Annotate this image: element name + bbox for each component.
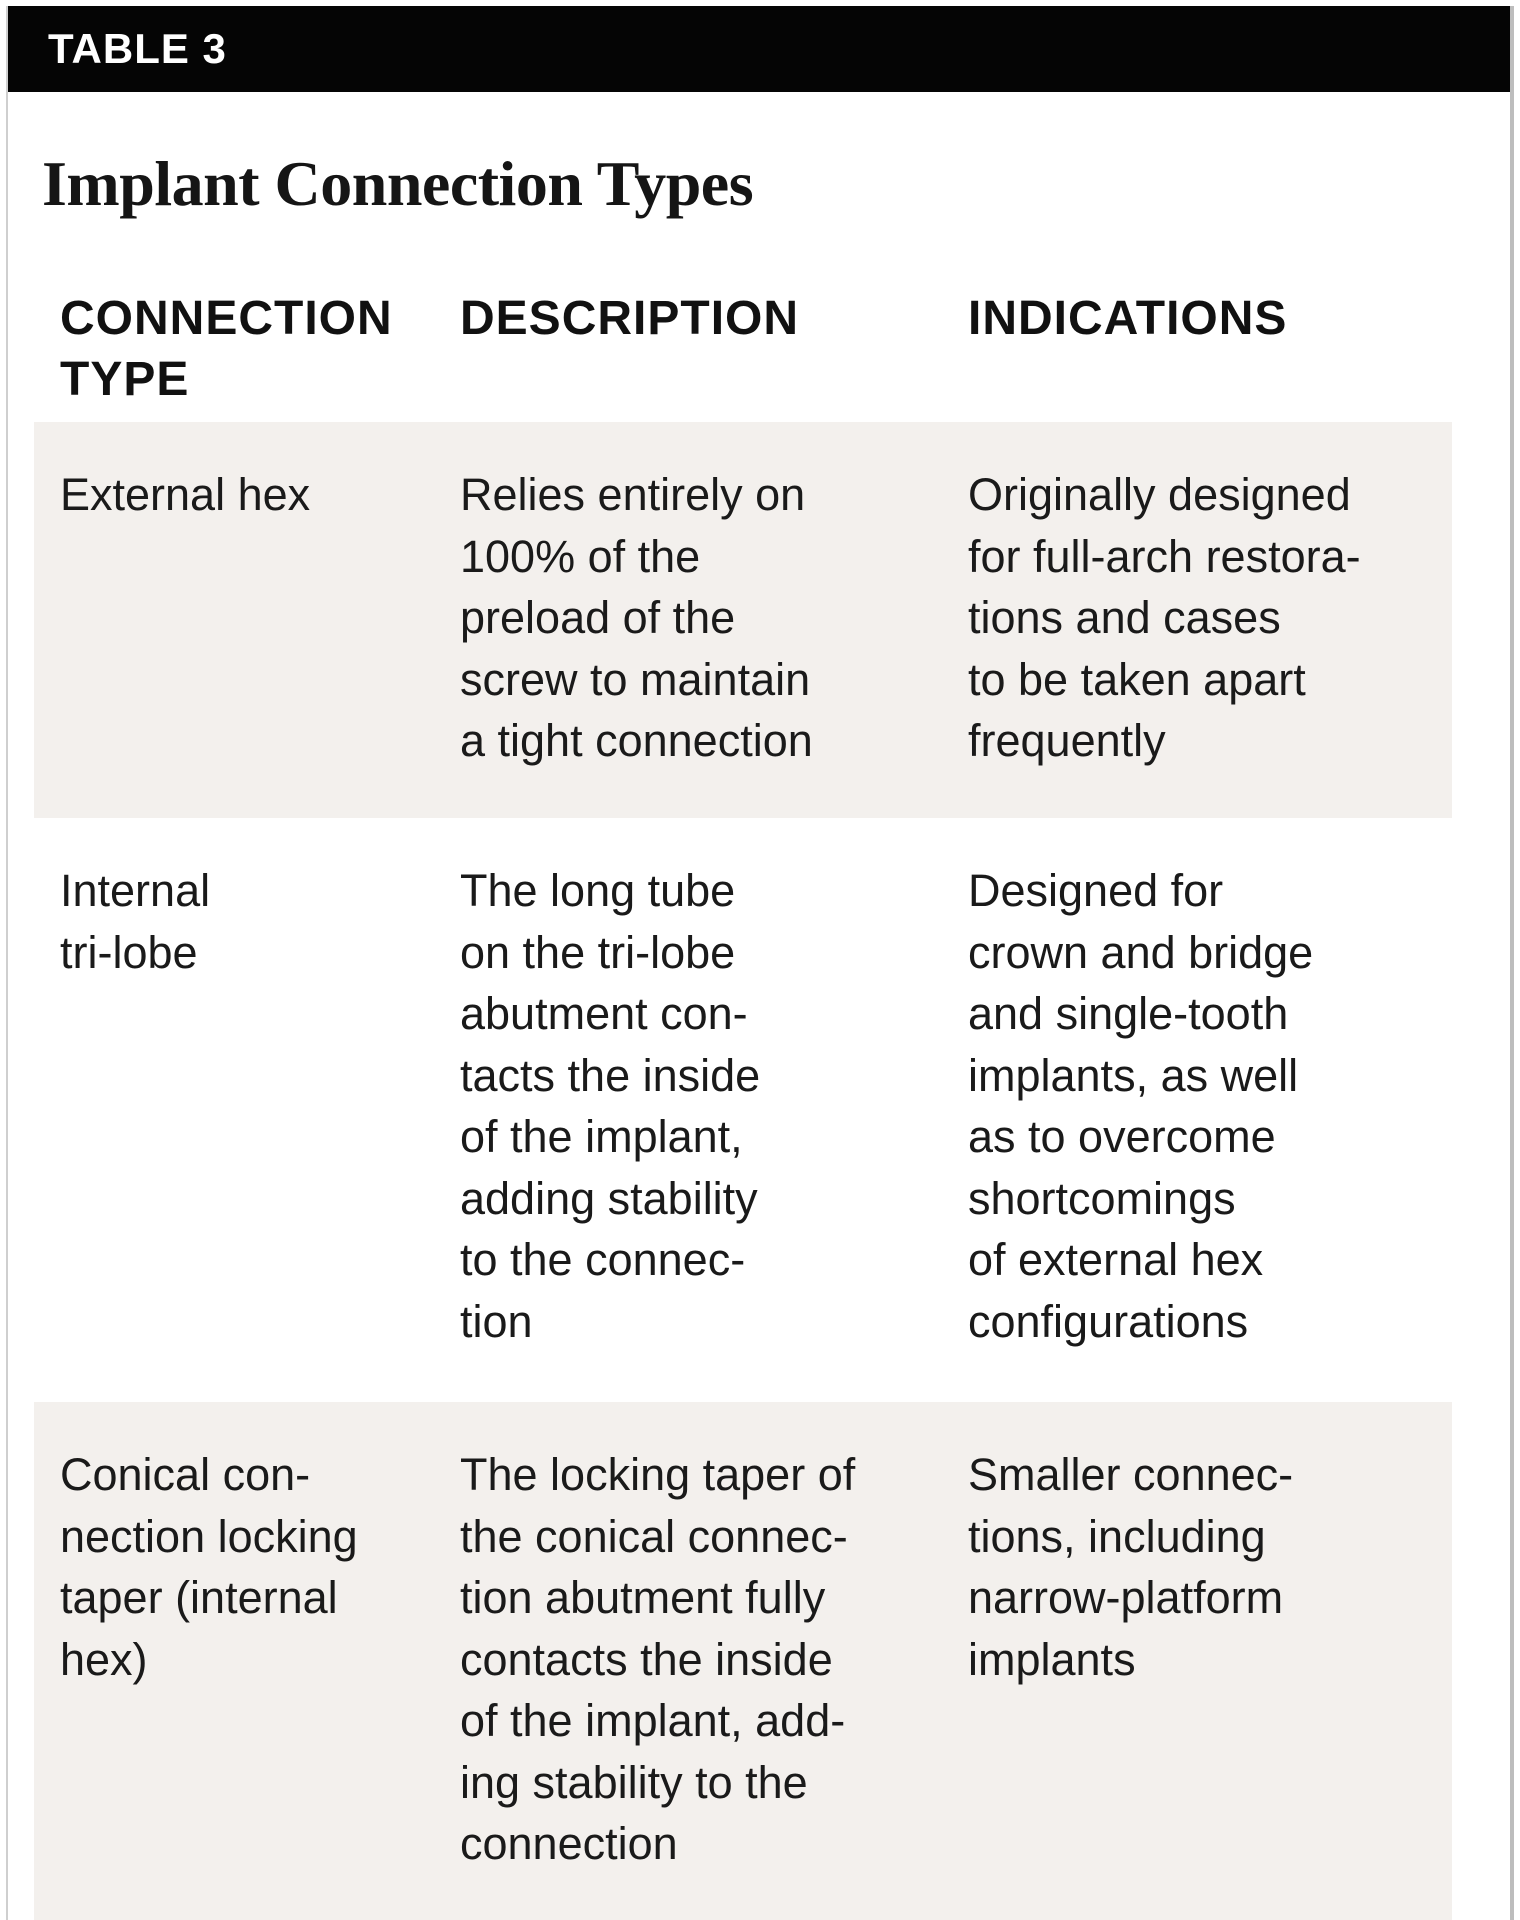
- header-connection-type: CONNECTION TYPE: [60, 292, 393, 406]
- cell-connection-type: External hex: [60, 469, 311, 520]
- header-indications: INDICATIONS: [968, 292, 1288, 345]
- column-headers: [8, 288, 1510, 418]
- cell-description: The long tube on the tri-lobe abutment con- tacts the inside of the implant, adding stability to the connec- tion: [460, 865, 761, 1347]
- cell-description: The locking taper of the conical connec- tion abutment fully contacts the inside of the implant, add- ing stability to the connection: [460, 1449, 856, 1869]
- cell-description: Relies entirely on 100% of the preload of the screw to maintain a tight connection: [460, 469, 813, 766]
- header-description: DESCRIPTION: [460, 292, 800, 345]
- cell-indications: Originally designed for full-arch restora- tions and cases to be taken apart frequently: [968, 469, 1361, 766]
- cell-connection-type: Internal tri-lobe: [60, 865, 211, 978]
- table-label: TABLE 3: [48, 25, 227, 72]
- cell-connection-type: Conical con- nection locking taper (internal hex): [60, 1449, 358, 1685]
- table-row: [34, 422, 1452, 818]
- cell-indications: Designed for crown and bridge and single-tooth implants, as well as to overcome shortcomings of external hex configurations: [968, 865, 1314, 1347]
- table-row: [34, 1402, 1452, 1920]
- table-title: Implant Connection Types: [42, 148, 754, 219]
- table-row: [34, 818, 1452, 1402]
- table-label-bar: [8, 6, 1510, 92]
- cell-indications: Smaller connec- tions, including narrow-platform implants: [968, 1449, 1294, 1685]
- table-frame: [6, 6, 1514, 1920]
